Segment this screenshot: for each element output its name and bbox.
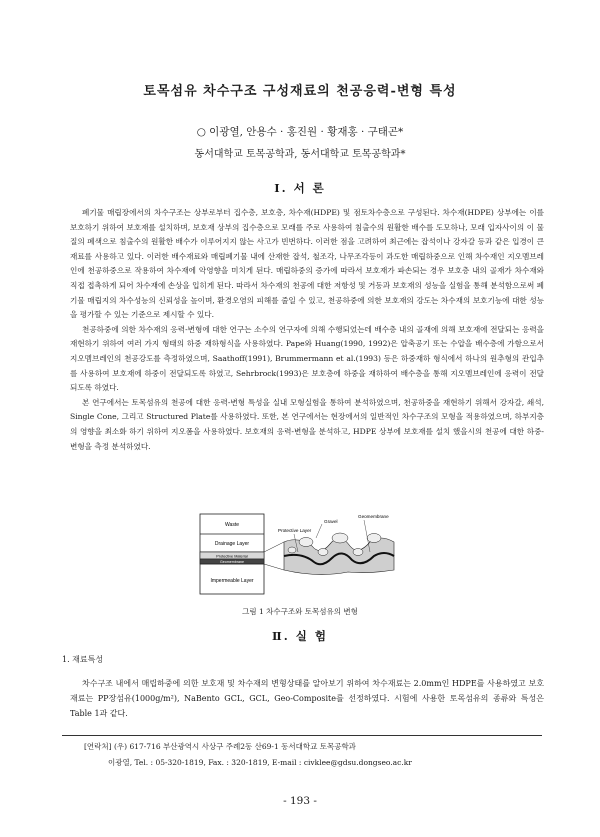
subsection-heading: 1. 재료특성: [62, 655, 104, 664]
layer-label: Protective Material: [216, 554, 248, 559]
introduction-body: [70, 206, 544, 454]
section-heading-introduction: Ⅰ. 서 론: [274, 181, 326, 195]
affiliation: 동서대학교 토목공학과, 동서대학교 토목공학과*: [194, 149, 406, 160]
footnote-address: [연락처] (우) 617-716 부산광역시 사상구 주례2동 산69-1 동서대학교 토목공학과: [84, 742, 356, 751]
section-heading-experiment: Ⅱ. 실 험: [272, 629, 328, 643]
liner-structure-figure: [198, 512, 398, 596]
paragraph: 천공하중에 의한 차수재의 응력-변형에 대한 연구는 소수의 연구자에 의해 수행되었는데 배수층 내의 골재에 의해 보호재에 전달되는 응력을 재현하기 위하여 여러 가지 형태의 하중 재하형식을 사용하였다. Pape와 Huang(1990, 1992)은 압축공기 또는 수압을 배수층에 가함으로서 지오멤브레인의 천공강도를 측정하였으며, Saathoff(1991), Brummermann et al.(1993) 등은 하중재하 형식에서 하나의 원추형의 관입추를 사용하여 보호재에 하중이 전달되도록 하였고, Sehrbrock(1993)은 보호층에 하중을 재하하여 배수층을 통해 지오멤브레인에 응력이 전달되도록 하였다.: [70, 324, 544, 393]
footnote-contact: 이광열, Tel. : 05-320-1819, Fax. : 320-1819, E-mail : civklee@gdsu.dongseo.ac.kr: [108, 758, 412, 767]
footnote-divider: [62, 735, 542, 736]
paragraph: 차수구조 내에서 매립하중에 의한 보호재 및 차수재의 변형상태를 알아보기 위하여 차수재료는 2.0mm인 HDPE를 사용하였고 보호재료는 PP장섬유(1000g/m²), NaBento GCL, GCL, Geo-Composite를 선정하였다. 시험에 사용한 토목섬유의 종류와 특성은 Table 1과 같다.: [70, 679, 544, 718]
figure-caption: 그림 1 차수구조와 토목섬유의 변형: [242, 607, 358, 616]
page-number: - 193 -: [283, 795, 317, 807]
layer-label: Geomembrane: [220, 560, 244, 564]
layer-label: Impermeable Layer: [210, 578, 254, 584]
paper-title: 토목섬유 차수구조 구성재료의 천공응력-변형 특성: [143, 84, 457, 99]
layer-label: Drainage Layer: [214, 541, 250, 547]
experiment-body: [70, 676, 544, 721]
layer-label: Waste: [225, 522, 239, 528]
figure-label: Protective Layer: [278, 528, 312, 533]
figure-label: Gravel: [324, 519, 338, 524]
paragraph: 폐기물 매립장에서의 차수구조는 상부로부터 집수층, 보호층, 차수재(HDPE) 및 점토차수층으로 구성된다. 차수재(HDPE) 상부에는 이를 보호하기 위하여 보호재를 설치하며, 보호재 상부의 집수층으로 모래를 주로 사용하여 침출수의 원활한 배수를 도모하나, 모래 입자사이의 이 물질의 폐색으로 침출수의 원활한 배수가 이루어지지 않는 사고가 빈번하다. 이러한 점을 고려하여 최근에는 잡석이나 강자갈 등과 같은 입경이 큰 재료를 사용하고 있다. 이러한 배수재료와 매립폐기물 내에 산재한 잡석, 철조각, 나무조각등이 과도한 매립하중으로 인해 차수재인 지오멤브레인에 천공하중으로 작용하여 차수재에 악영향을 미치게 된다. 매립하중의 증가에 따라서 보호재가 파손되는 경우 보호층 내의 골재가 차수재와 직접 접촉하게 되어 차수재에 손상을 입히게 된다. 따라서 차수재의 천공에 대한 저항성 및 거동과 보호재의 성능을 실험을 통해 분석함으로써 폐기물 매립지의 차수성능의 신뢰성을 높이며, 환경오염의 피해를 줄일 수 있고, 천공하중에 의한 보호재의 강도는 차수재의 보호기능에 대한 성능을 평가할 수 있는 기준으로 제시할 수 있다.: [70, 208, 544, 320]
figure-label: Geomembrane: [358, 514, 389, 519]
paragraph: 본 연구에서는 토목섬유의 천공에 대한 응력-변형 특성을 실내 모형실험을 통하여 분석하였으며, 천공하중을 재현하기 위해서 강자갈, 쇄석, Single Cone, 그리고 Structured Plate를 사용하였다. 또한, 본 연구에서는 현장에서의 일반적인 차수구조의 모형을 적용하였으며, 하부지층의 영향을 최소화 하기 위하여 지오폼을 사용하였다. 보호재의 응력-변형을 분석하고, HDPE 상부에 보호재를 설치 했을시의 천공에 대한 하중-변형을 측정 분석하였다.: [70, 397, 544, 451]
author-list: ○ 이광열, 안용수 · 홍진원 · 황재홍 · 구태곤*: [196, 126, 404, 138]
